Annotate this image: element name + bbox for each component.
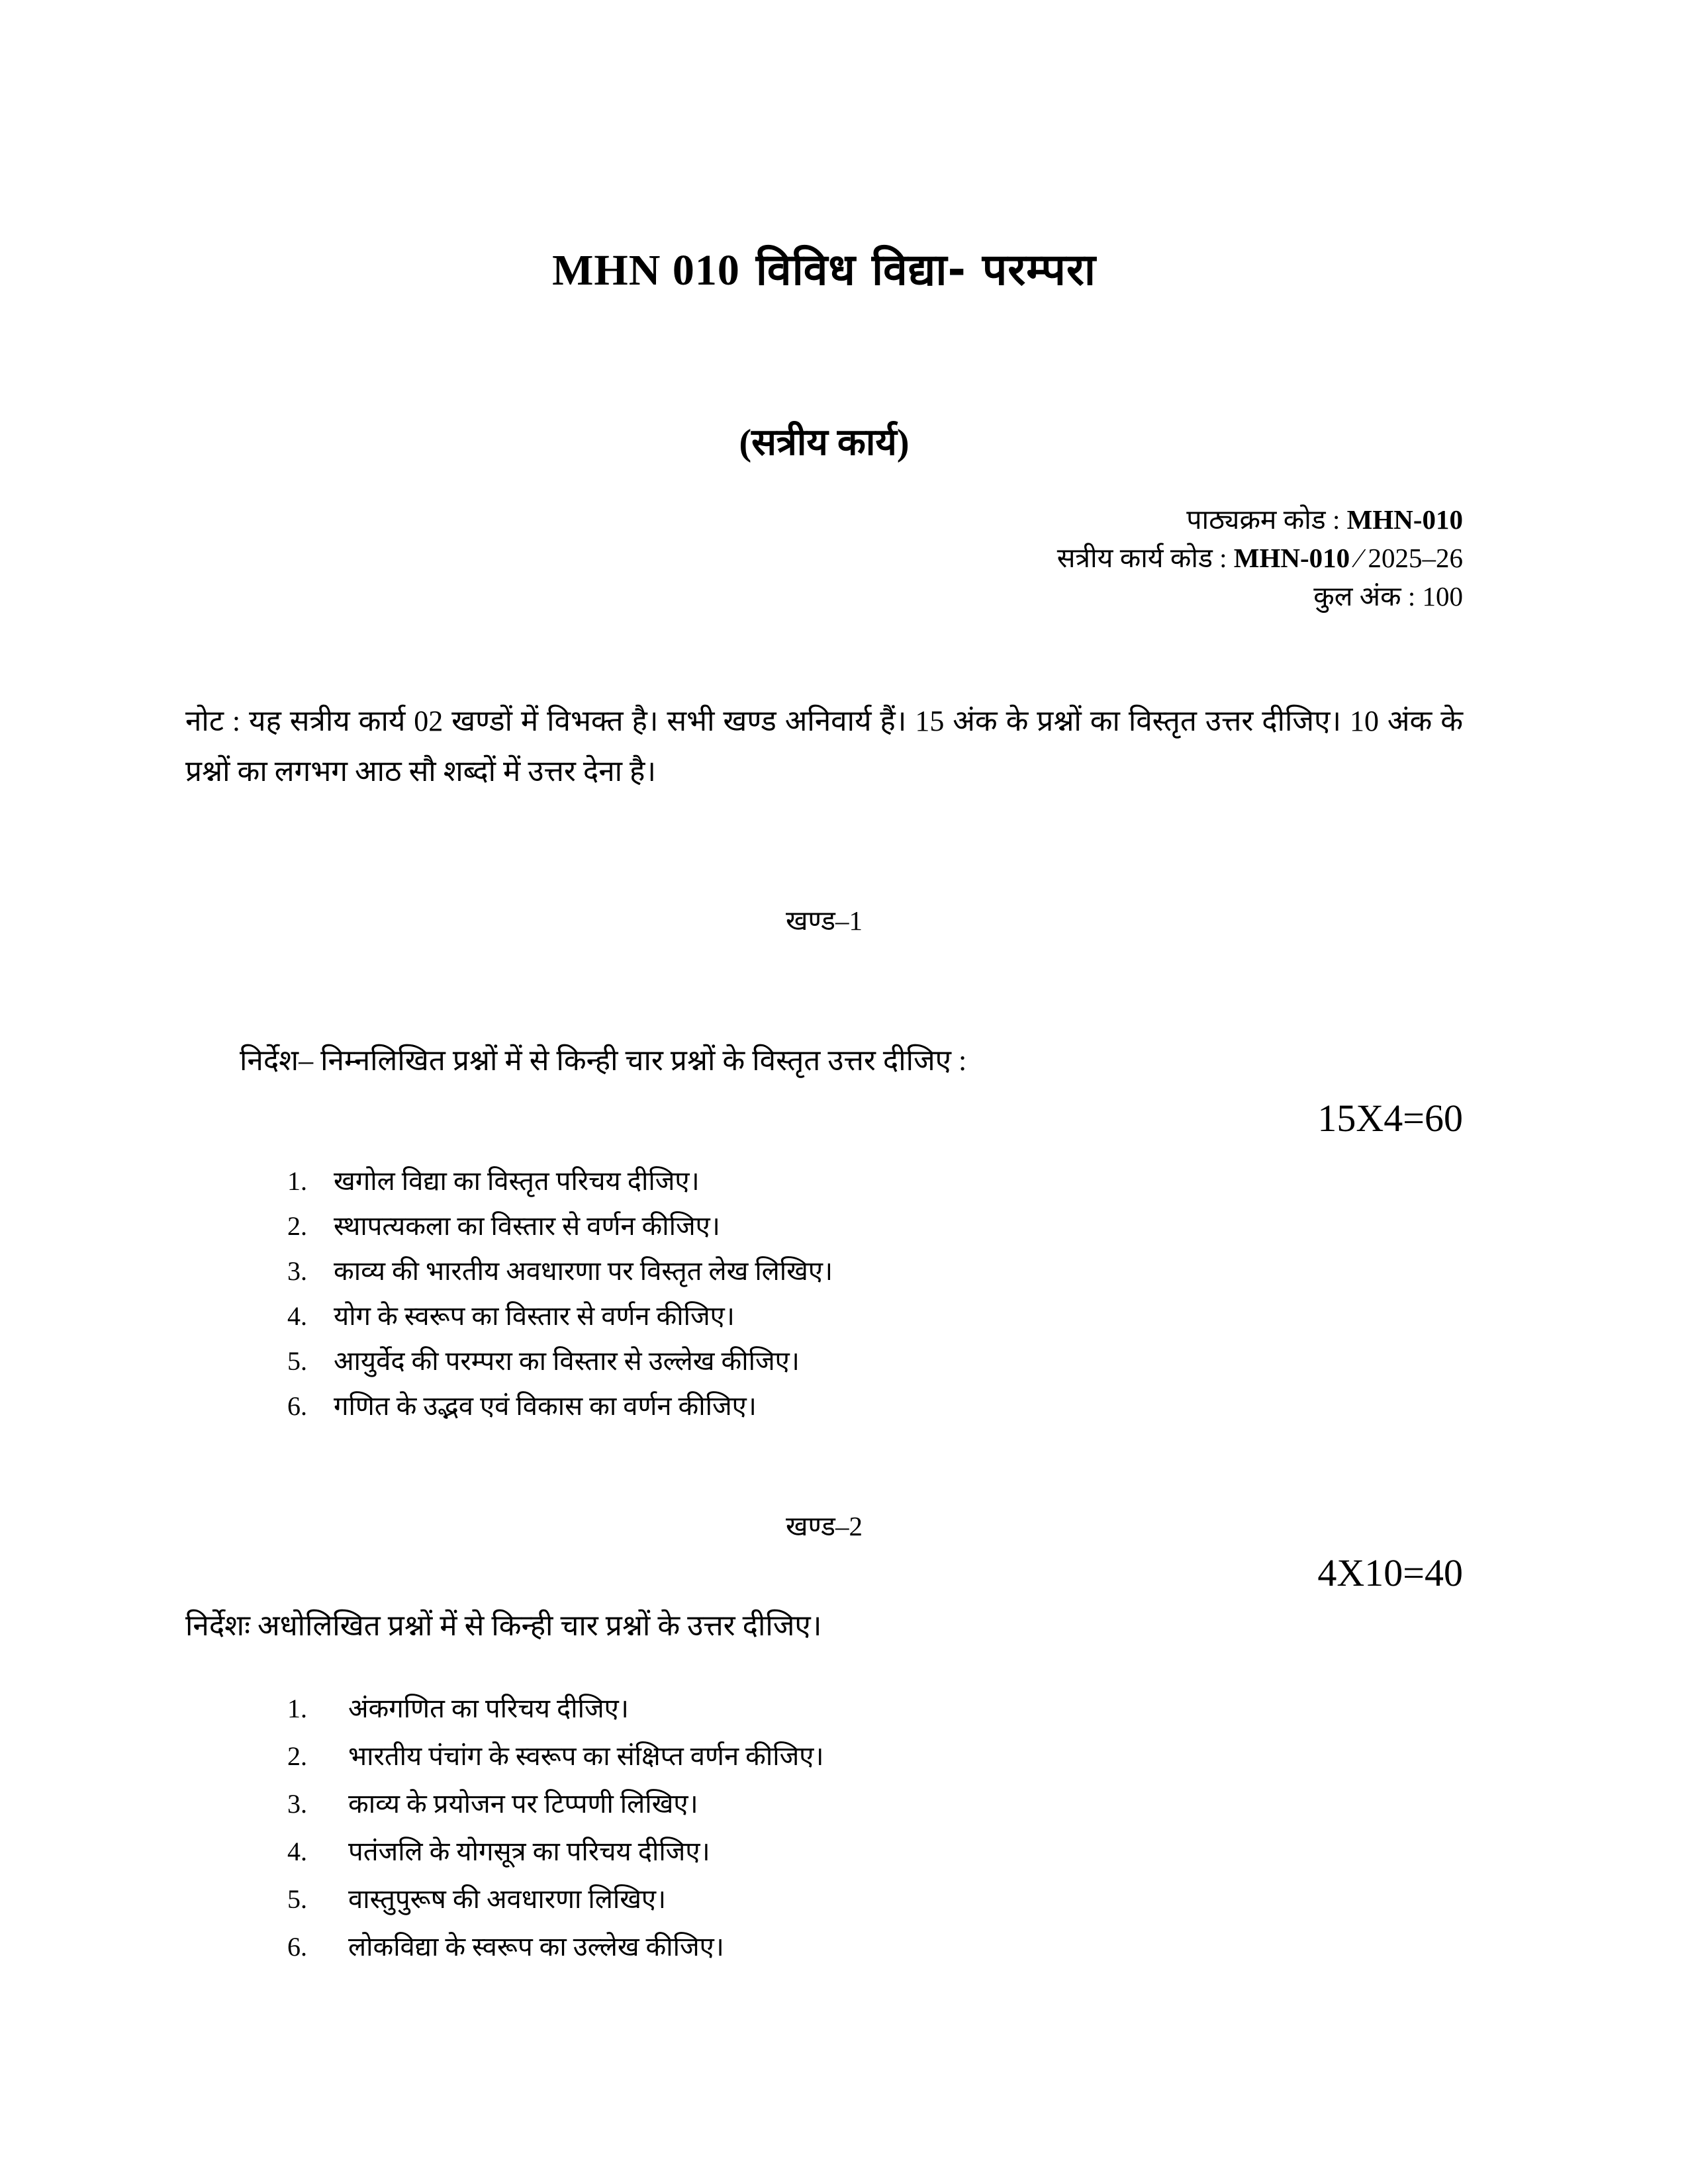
total-marks-line: कुल अंक : 100 <box>1313 581 1463 612</box>
question-number: 6. <box>287 1391 307 1421</box>
section-2-marks: 4X10=40 <box>1317 1551 1463 1594</box>
question-row <box>287 1294 1463 1339</box>
question-row <box>287 1780 1463 1828</box>
question-text: आयुर्वेद की परम्परा का विस्तार से उल्लेख कीजिए। <box>334 1346 800 1376</box>
question-row <box>287 1384 1463 1429</box>
assignment-session: ⁄ 2025–26 <box>1350 543 1463 573</box>
question-number: 3. <box>287 1789 307 1819</box>
question-text: काव्य की भारतीय अवधारणा पर विस्तृत लेख लिखिए। <box>334 1256 833 1286</box>
section-2-instruction: निर्देशः अधोलिखित प्रश्नों में से किन्ही चार प्रश्नों के उत्तर दीजिए। <box>185 1610 822 1642</box>
question-row <box>287 1249 1463 1294</box>
question-text: गणित के उद्भव एवं विकास का वर्णन कीजिए। <box>334 1391 757 1421</box>
course-code-value: MHN-010 <box>1346 504 1463 535</box>
question-number: 4. <box>287 1301 307 1331</box>
section-1-marks: 15X4=60 <box>1317 1097 1463 1140</box>
question-text: योग के स्वरूप का विस्तार से वर्णन कीजिए। <box>334 1301 735 1331</box>
question-text: अंकगणित का परिचय दीजिए। <box>348 1694 629 1723</box>
section-2-question-list <box>287 1685 1463 1971</box>
question-row <box>287 1159 1463 1204</box>
question-number: 5. <box>287 1346 307 1376</box>
note-paragraph: नोट : यह सत्रीय कार्य 02 खण्डों में विभक्त है। सभी खण्ड अनिवार्य हैं। 15 अंक के प्रश्नों का विस्तृत उत्तर दीजिए। 10 अंक के प्रश्नों का लगभग आठ सौ शब्दों में उत्तर देना है। <box>185 705 1463 788</box>
question-row <box>287 1685 1463 1733</box>
question-row <box>287 1339 1463 1384</box>
course-code-line <box>185 500 1463 539</box>
question-row <box>287 1923 1463 1971</box>
question-number: 1. <box>287 1166 307 1196</box>
section-1-question-list <box>287 1159 1463 1429</box>
question-text: वास्तुपुरूष की अवधारणा लिखिए। <box>348 1884 667 1914</box>
course-name-title: विविध विद्या- परम्परा <box>739 244 1096 295</box>
question-text: लोकविद्या के स्वरूप का उल्लेख कीजिए। <box>348 1932 724 1962</box>
question-row <box>287 1204 1463 1249</box>
course-code-label: पाठ्यक्रम कोड : <box>1186 504 1347 535</box>
section-1-heading: खण्ड–1 <box>786 905 863 936</box>
question-number: 6. <box>287 1932 307 1962</box>
question-number: 3. <box>287 1256 307 1286</box>
assignment-meta-block <box>185 500 1463 615</box>
assignment-code-line <box>185 539 1463 577</box>
course-code-title: MHN 010 <box>552 246 740 295</box>
question-text: पतंजलि के योगसूत्र का परिचय दीजिए। <box>348 1837 710 1866</box>
assignment-code-label: सत्रीय कार्य कोड : <box>1056 543 1234 573</box>
question-number: 2. <box>287 1211 307 1241</box>
question-number: 2. <box>287 1741 307 1771</box>
question-number: 1. <box>287 1694 307 1723</box>
question-number: 4. <box>287 1837 307 1866</box>
question-text: काव्य के प्रयोजन पर टिप्पणी लिखिए। <box>348 1789 698 1819</box>
section-1-instruction: निर्देश– निम्नलिखित प्रश्नों में से किन्ही चार प्रश्नों के विस्तृत उत्तर दीजिए : <box>240 1044 967 1077</box>
question-text: स्थापत्यकला का विस्तार से वर्णन कीजिए। <box>334 1211 720 1241</box>
question-text: खगोल विद्या का विस्तृत परिचय दीजिए। <box>334 1166 700 1196</box>
question-row <box>287 1828 1463 1876</box>
question-row <box>287 1876 1463 1923</box>
question-text: भारतीय पंचांग के स्वरूप का संक्षिप्त वर्णन कीजिए। <box>348 1741 824 1771</box>
question-number: 5. <box>287 1884 307 1914</box>
section-2-heading: खण्ड–2 <box>786 1511 863 1541</box>
document-title <box>185 238 1463 298</box>
assignment-code-value: MHN-010 <box>1233 543 1350 573</box>
document-subtitle: (सत्रीय कार्य) <box>739 422 910 463</box>
question-row <box>287 1733 1463 1780</box>
